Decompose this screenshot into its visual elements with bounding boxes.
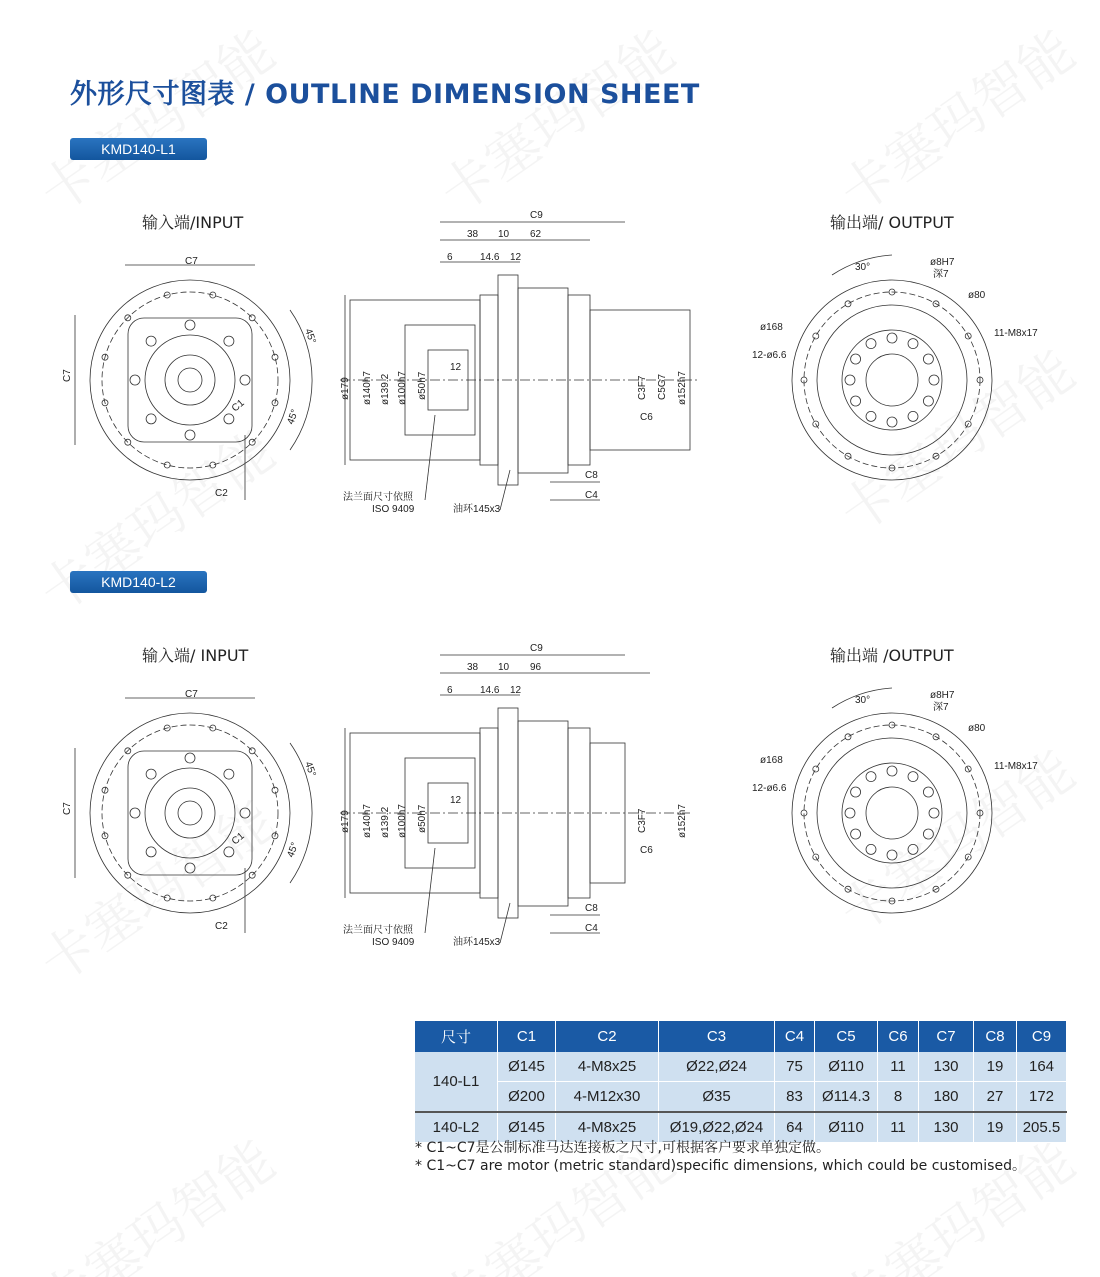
label-length: 62 — [530, 229, 542, 240]
thread-hole — [845, 375, 855, 385]
bolt-circle — [804, 725, 980, 901]
table-cell: 19 — [974, 1112, 1017, 1143]
label-c3: C3F7 — [637, 808, 648, 833]
input-flange-outline — [90, 280, 290, 480]
thread-hole — [887, 333, 897, 343]
table-cell: Ø22,Ø24 — [659, 1052, 775, 1082]
label-d168: ø168 — [760, 755, 783, 766]
label-38: 38 — [467, 229, 479, 240]
label-length: 96 — [530, 662, 542, 673]
label-c7: C7 — [62, 369, 73, 382]
thread-hole — [851, 354, 861, 364]
output-center-bore — [866, 354, 918, 406]
thread-hole — [908, 844, 918, 854]
page-title: 外形尺寸图表 / OUTLINE DIMENSION SHEET — [70, 79, 700, 110]
label-angle: 45° — [302, 760, 318, 779]
drawing-section-l2 — [0, 633, 1100, 963]
label-dia-179: ø179 — [340, 810, 351, 833]
label-c1: C1 — [229, 397, 247, 415]
label-dia-179: ø179 — [340, 377, 351, 400]
header-cell: C1 — [498, 1021, 556, 1052]
screw-hole — [224, 336, 234, 346]
thread-hole — [887, 850, 897, 860]
label-c8: C8 — [585, 903, 598, 914]
label-10: 10 — [498, 229, 510, 240]
output-shoulder — [817, 738, 967, 888]
screw-hole — [185, 320, 195, 330]
screw-hole — [224, 769, 234, 779]
bore-circle — [165, 788, 215, 838]
gear-housing — [518, 288, 568, 473]
thread-hole — [908, 411, 918, 421]
label-note: ISO 9409 — [372, 937, 415, 948]
leader-line — [425, 848, 435, 933]
screw-hole — [146, 769, 156, 779]
pilot-circle — [145, 335, 235, 425]
header-cell: C4 — [775, 1021, 815, 1052]
table-cell: Ø110 — [815, 1112, 878, 1143]
table-cell: 130 — [919, 1112, 974, 1143]
thread-hole — [929, 375, 939, 385]
thread-hole — [851, 787, 861, 797]
watermark — [822, 1120, 1087, 1277]
table-cell: Ø145 — [498, 1052, 556, 1082]
thread-hole — [851, 396, 861, 406]
header-cell: C6 — [878, 1021, 919, 1052]
header-cell: C3 — [659, 1021, 775, 1052]
label-oring: 油环145x3 — [453, 504, 501, 515]
output-flange-outline — [792, 280, 992, 480]
thread-hole — [923, 829, 933, 839]
pilot-circle — [145, 768, 235, 858]
label-c7: C7 — [185, 689, 198, 700]
table-cell: Ø35 — [659, 1082, 775, 1113]
screw-hole — [240, 375, 250, 385]
screw-hole — [185, 863, 195, 873]
table-cell: Ø19,Ø22,Ø24 — [659, 1112, 775, 1143]
model-cell: 140-L2 — [415, 1112, 498, 1143]
output-pcd — [842, 763, 942, 863]
label-dia-152: ø152h7 — [677, 804, 688, 838]
thread-hole — [866, 411, 876, 421]
model-badge-l1: KMD140-L1 — [70, 138, 207, 160]
watermark — [22, 10, 287, 228]
watermark — [422, 10, 687, 228]
output-pcd — [842, 330, 942, 430]
motor-plate — [128, 318, 252, 442]
label-12: 12 — [510, 252, 522, 263]
model-badge-l2: KMD140-L2 — [70, 571, 207, 593]
label-dia-140: ø140h7 — [362, 371, 373, 405]
thread-hole — [866, 844, 876, 854]
table-row — [415, 1082, 1067, 1113]
bolt-hole — [272, 354, 278, 360]
header-cell: C2 — [556, 1021, 659, 1052]
dimension-table — [415, 1021, 1067, 1143]
label-holes: 12-ø6.6 — [752, 350, 787, 361]
table-cell: 75 — [775, 1052, 815, 1082]
screw-hole — [146, 414, 156, 424]
screw-hole — [185, 753, 195, 763]
table-cell: 4-M8x25 — [556, 1052, 659, 1082]
table-cell: 205.5 — [1017, 1112, 1067, 1143]
label-c8: C8 — [585, 470, 598, 481]
bolt-hole — [164, 462, 170, 468]
label-c6: C6 — [640, 412, 653, 423]
table-cell: 19 — [974, 1052, 1017, 1082]
screw-hole — [130, 375, 140, 385]
label-c1: C1 — [229, 830, 247, 848]
label-30: 30° — [855, 262, 871, 273]
screw-hole — [224, 847, 234, 857]
label-c6: C6 — [640, 845, 653, 856]
table-cell: Ø110 — [815, 1052, 878, 1082]
bolt-circle — [804, 292, 980, 468]
table-cell: 4-M12x30 — [556, 1082, 659, 1113]
watermark — [22, 1120, 287, 1277]
label-dia-50: ø50h7 — [417, 804, 428, 833]
screw-hole — [224, 414, 234, 424]
thread-hole — [923, 354, 933, 364]
screw-hole — [185, 430, 195, 440]
output-view-title: 输出端 /OUTPUT — [830, 646, 954, 665]
output-center-bore — [866, 787, 918, 839]
label-c4: C4 — [585, 923, 598, 934]
table-cell: Ø200 — [498, 1082, 556, 1113]
label-d8: ø8H7 — [930, 257, 955, 268]
header-cell: C7 — [919, 1021, 974, 1052]
note-chinese: * C1~C7是公制标准马达连接板之尺寸,可根据客户要求单独定做。 — [415, 1140, 830, 1156]
bolt-hole — [249, 315, 255, 321]
label-6: 6 — [447, 252, 453, 263]
label-12b: 12 — [450, 795, 462, 806]
output-flange-outline — [792, 713, 992, 913]
label-d8: ø8H7 — [930, 690, 955, 701]
screw-hole — [146, 336, 156, 346]
label-c3: C3F7 — [637, 375, 648, 400]
thread-hole — [908, 339, 918, 349]
screw-hole — [240, 808, 250, 818]
label-depth: 深7 — [933, 702, 949, 713]
table-cell: 11 — [878, 1052, 919, 1082]
header-cell: 尺寸 — [415, 1021, 498, 1052]
label-c2: C2 — [215, 488, 228, 499]
output-view-title: 输出端/ OUTPUT — [830, 213, 954, 232]
screw-hole — [130, 808, 140, 818]
label-thread: 11-M8x17 — [994, 328, 1038, 339]
table-header-row — [415, 1021, 1067, 1052]
shaft-circle — [178, 801, 202, 825]
label-12: 12 — [510, 685, 522, 696]
label-6: 6 — [447, 685, 453, 696]
bolt-hole — [813, 333, 819, 339]
bolt-hole — [210, 895, 216, 901]
label-dia-140: ø140h7 — [362, 804, 373, 838]
label-c9: C9 — [530, 210, 543, 221]
table-cell: 180 — [919, 1082, 974, 1113]
label-38: 38 — [467, 662, 479, 673]
label-dia-139: ø139.2 — [380, 806, 391, 838]
bolt-hole — [845, 734, 851, 740]
table-cell: Ø145 — [498, 1112, 556, 1143]
thread-hole — [887, 417, 897, 427]
leader-line — [500, 470, 510, 510]
bolt-hole — [210, 462, 216, 468]
bolt-hole — [272, 787, 278, 793]
label-angle: 45° — [302, 327, 318, 346]
bolt-hole — [249, 872, 255, 878]
label-30: 30° — [855, 695, 871, 706]
label-c7: C7 — [185, 256, 198, 267]
bore-circle — [165, 355, 215, 405]
model-cell: 140-L1 — [415, 1052, 498, 1112]
table-cell: 64 — [775, 1112, 815, 1143]
drawing-svg — [0, 633, 1100, 963]
label-c2: C2 — [215, 921, 228, 932]
leader-line — [500, 903, 510, 943]
label-10: 10 — [498, 662, 510, 673]
label-d80: ø80 — [968, 723, 986, 734]
label-depth: 深7 — [933, 269, 949, 280]
label-oring: 油环145x3 — [453, 937, 501, 948]
label-angle: 45° — [285, 408, 301, 427]
input-view-title: 输入端/ INPUT — [142, 646, 249, 665]
shaft-circle — [178, 368, 202, 392]
label-angle: 45° — [285, 841, 301, 860]
thread-hole — [845, 808, 855, 818]
table-cell: 172 — [1017, 1082, 1067, 1113]
label-dia-152: ø152h7 — [677, 371, 688, 405]
leader-line — [425, 415, 435, 500]
motor-plate — [128, 751, 252, 875]
table-cell: 130 — [919, 1052, 974, 1082]
label-14-6: 14.6 — [480, 252, 500, 263]
label-thread: 11-M8x17 — [994, 761, 1038, 772]
bolt-hole — [813, 766, 819, 772]
label-dia-100: ø100h7 — [397, 371, 408, 405]
table-cell: 4-M8x25 — [556, 1112, 659, 1143]
thread-hole — [923, 787, 933, 797]
label-14-6: 14.6 — [480, 685, 500, 696]
header-cell: C8 — [974, 1021, 1017, 1052]
label-12b: 12 — [450, 362, 462, 373]
label-dia-100: ø100h7 — [397, 804, 408, 838]
table-row — [415, 1052, 1067, 1082]
thread-hole — [887, 766, 897, 776]
table-cell: 27 — [974, 1082, 1017, 1113]
bolt-hole — [249, 439, 255, 445]
input-view-title: 输入端/INPUT — [142, 213, 244, 232]
header-cell: C5 — [815, 1021, 878, 1052]
label-c9: C9 — [530, 643, 543, 654]
output-shoulder — [817, 305, 967, 455]
label-note: ISO 9409 — [372, 504, 415, 515]
thread-hole — [929, 808, 939, 818]
header-cell: C9 — [1017, 1021, 1067, 1052]
bolt-hole — [164, 895, 170, 901]
bolt-hole — [249, 748, 255, 754]
thread-hole — [866, 772, 876, 782]
bolt-hole — [845, 301, 851, 307]
thread-hole — [866, 339, 876, 349]
thread-hole — [923, 396, 933, 406]
note-english: * C1~C7 are motor (metric standard)specific dimensions, which could be customised。 — [415, 1158, 1026, 1174]
label-note: 法兰面尺寸依照 — [343, 492, 413, 503]
label-holes: 12-ø6.6 — [752, 783, 787, 794]
table-cell: Ø114.3 — [815, 1082, 878, 1113]
table-cell: 164 — [1017, 1052, 1067, 1082]
gear-housing — [518, 721, 568, 906]
drawing-svg — [0, 200, 1100, 530]
label-d80: ø80 — [968, 290, 986, 301]
label-note: 法兰面尺寸依照 — [343, 925, 413, 936]
table-cell: 8 — [878, 1082, 919, 1113]
label-c4: C4 — [585, 490, 598, 501]
input-flange-outline — [90, 713, 290, 913]
label-c7: C7 — [62, 802, 73, 815]
table-cell: 83 — [775, 1082, 815, 1113]
thread-hole — [908, 772, 918, 782]
label-dia-139: ø139.2 — [380, 373, 391, 405]
screw-hole — [146, 847, 156, 857]
watermark — [822, 10, 1087, 228]
thread-hole — [851, 829, 861, 839]
label-d168: ø168 — [760, 322, 783, 333]
table-cell: 11 — [878, 1112, 919, 1143]
drawing-section-l1 — [0, 200, 1100, 530]
label-c5: C5G7 — [657, 373, 668, 400]
label-dia-50: ø50h7 — [417, 371, 428, 400]
